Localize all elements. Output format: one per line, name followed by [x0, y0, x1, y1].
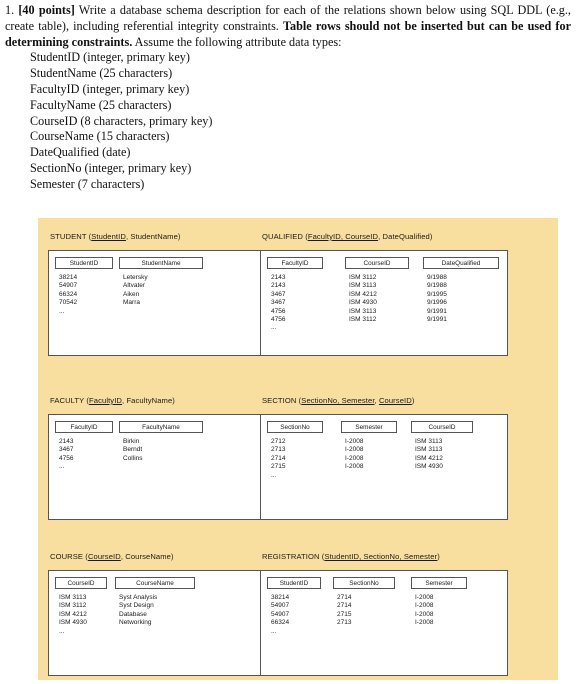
cell: 38214 — [271, 594, 290, 601]
table-column — [267, 421, 323, 480]
column-header: CourseID — [345, 257, 409, 269]
cell: Altvater — [123, 282, 146, 290]
attribute-item: CourseID (8 characters, primary key) — [30, 113, 213, 128]
cell: 38214 — [59, 274, 78, 281]
relation-faculty — [42, 386, 286, 528]
cell: 2143 — [59, 438, 74, 445]
column-header: StudentName — [119, 257, 203, 269]
column-header: FacultyID — [55, 421, 113, 433]
column-header: Semester — [341, 421, 397, 433]
question-paragraph — [5, 3, 571, 50]
relation-registration — [254, 542, 498, 684]
relation-key-attrs: SectionNo, Semester — [301, 396, 375, 405]
cell: 4756 — [271, 307, 286, 315]
table-column — [341, 421, 397, 472]
relation-other-attrs: DateQualified — [382, 232, 430, 241]
column-header: StudentID — [267, 577, 321, 589]
relation-name: COURSE — [50, 552, 84, 561]
cell: 2715 — [271, 463, 286, 471]
column-values — [115, 594, 195, 628]
cell: 2712 — [271, 438, 286, 445]
cell: 3467 — [271, 290, 286, 298]
attribute-list — [5, 50, 571, 192]
cell: 9/1988 — [427, 282, 447, 290]
column-header: Semester — [411, 577, 467, 589]
schema-panel — [38, 218, 558, 680]
cell: ISM 3112 — [59, 602, 87, 610]
attribute-item: Semester (7 characters) — [30, 176, 145, 191]
cell: 4756 — [59, 454, 74, 462]
column-values — [119, 438, 203, 463]
cell: 9/1991 — [427, 316, 447, 324]
attribute-item: CourseName (15 characters) — [30, 129, 170, 144]
cell: ISM 4930 — [415, 463, 443, 471]
table-column — [411, 577, 467, 628]
cell: 2143 — [271, 274, 286, 281]
cell: ... — [271, 324, 277, 332]
relation-name: STUDENT — [50, 232, 87, 241]
cell: I-2008 — [345, 463, 364, 471]
cell: I-2008 — [345, 454, 364, 462]
cell: 3467 — [59, 446, 74, 454]
table-column — [411, 421, 473, 472]
cell: 2714 — [337, 594, 352, 601]
cell: I-2008 — [415, 594, 434, 601]
question-number: 1. — [5, 3, 15, 17]
column-header: SectionNo — [333, 577, 395, 589]
cell: 2143 — [271, 282, 286, 290]
cell: Birkin — [123, 438, 140, 445]
relation-course — [42, 542, 286, 684]
question-text-bold: Table rows should not be inserted but can be used for determining constraints. — [5, 18, 571, 49]
table-column — [55, 577, 107, 636]
relation-other-attrs: StudentName — [130, 232, 178, 241]
cell: Networking — [119, 619, 152, 627]
relation-table — [260, 570, 508, 676]
column-values — [55, 594, 107, 636]
cell: 54907 — [271, 602, 290, 610]
table-column — [423, 257, 499, 324]
relation-key-attrs: StudentID, SectionNo, Semester — [324, 552, 438, 561]
cell: I-2008 — [345, 438, 364, 445]
column-values — [341, 438, 397, 472]
cell: ISM 4930 — [349, 299, 377, 307]
column-values — [333, 594, 395, 628]
attribute-item: StudentName (25 characters) — [30, 66, 173, 81]
relation-key-attrs: FacultyID, CourseID — [307, 232, 379, 241]
cell: I-2008 — [415, 602, 434, 610]
table-column — [55, 257, 113, 316]
cell: Syst Design — [119, 602, 154, 610]
relation-table — [48, 414, 280, 520]
column-values — [267, 438, 323, 480]
relation-table — [260, 414, 508, 520]
cell: 2714 — [337, 602, 352, 610]
cell: ISM 3113 — [349, 307, 377, 315]
column-values — [423, 274, 499, 324]
cell: I-2008 — [345, 446, 364, 454]
relation-title: REGISTRATION (StudentID, SectionNo, Semester) — [262, 552, 440, 561]
relation-other-attrs: CourseName — [125, 552, 171, 561]
attribute-item: StudentID (integer, primary key) — [30, 50, 190, 65]
column-values — [345, 274, 409, 324]
cell: Marra — [123, 299, 140, 307]
relation-title: STUDENT (StudentID, StudentName) — [50, 232, 181, 241]
table-column — [119, 421, 203, 463]
cell: Database — [119, 610, 147, 618]
cell: 2715 — [337, 610, 352, 618]
cell: Letersky — [123, 274, 148, 281]
cell: 54907 — [271, 610, 290, 618]
cell: ISM 3113 — [415, 438, 443, 445]
cell: 9/1991 — [427, 307, 447, 315]
column-values — [411, 594, 467, 628]
attribute-item: FacultyName (25 characters) — [30, 97, 172, 112]
column-values — [411, 438, 473, 472]
table-column — [345, 257, 409, 324]
cell: 9/1996 — [427, 299, 447, 307]
table-column — [115, 577, 195, 628]
cell: Syst Analysis — [119, 594, 158, 601]
question-text-a: Write a database schema description for each of the relations shown below using SQL DDL (e.g., create table), including referential integrity constraints. — [5, 3, 571, 33]
relation-title: SECTION (SectionNo, Semester, CourseID) — [262, 396, 415, 405]
cell: I-2008 — [415, 619, 434, 627]
table-column — [55, 421, 113, 472]
cell: ... — [271, 627, 277, 635]
column-header: DateQualified — [423, 257, 499, 269]
cell: ISM 4212 — [349, 290, 377, 298]
cell: I-2008 — [415, 610, 434, 618]
relation-key-attrs: CourseID — [87, 552, 121, 561]
relation-table — [48, 250, 280, 356]
cell: ISM 3112 — [349, 316, 377, 324]
relation-name: REGISTRATION — [262, 552, 320, 561]
question-points: [40 points] — [18, 3, 75, 17]
column-values — [55, 274, 113, 316]
cell: 2713 — [337, 619, 352, 627]
relation-title: COURSE (CourseID, CourseName) — [50, 552, 174, 561]
relation-other-attrs: FacultyName — [126, 396, 173, 405]
cell: ... — [271, 471, 277, 479]
cell: Berndt — [123, 446, 143, 454]
relation-student — [42, 222, 286, 364]
column-values — [267, 594, 321, 636]
cell: ... — [59, 463, 65, 471]
column-header: StudentID — [55, 257, 113, 269]
cell: ... — [59, 307, 65, 315]
cell: Aiken — [123, 290, 140, 298]
question-block — [5, 3, 571, 193]
cell: ISM 3113 — [415, 446, 443, 454]
relation-key-attrs: StudentID — [91, 232, 126, 241]
cell: ISM 4212 — [59, 610, 87, 618]
column-header: CourseID — [55, 577, 107, 589]
cell: Collins — [123, 454, 143, 462]
relation-name: FACULTY — [50, 396, 85, 405]
attribute-item: FacultyID (integer, primary key) — [30, 81, 190, 96]
question-text-b: Assume the following attribute data types: — [132, 34, 342, 49]
relation-name: QUALIFIED — [262, 232, 303, 241]
cell: 4756 — [271, 316, 286, 324]
cell: ISM 3113 — [349, 282, 377, 290]
column-values — [119, 274, 203, 308]
relation-table — [260, 250, 508, 356]
cell: 3467 — [271, 299, 286, 307]
relation-qualified — [254, 222, 498, 364]
relation-title: FACULTY (FacultyID, FacultyName) — [50, 396, 175, 405]
cell: 54907 — [59, 282, 78, 290]
column-header: CourseID — [411, 421, 473, 433]
cell: ISM 4212 — [415, 454, 443, 462]
cell: ISM 3113 — [59, 594, 87, 601]
table-column — [267, 577, 321, 636]
cell: 9/1995 — [427, 290, 447, 298]
table-column — [267, 257, 323, 333]
cell: 66324 — [59, 290, 78, 298]
relation-table — [48, 570, 280, 676]
cell: 2713 — [271, 446, 286, 454]
attribute-item: DateQualified (date) — [30, 145, 131, 160]
cell: 2714 — [271, 454, 286, 462]
column-header: FacultyID — [267, 257, 323, 269]
cell: 70542 — [59, 299, 78, 307]
cell: ISM 4930 — [59, 619, 87, 627]
cell: ISM 3112 — [349, 274, 377, 281]
table-column — [333, 577, 395, 628]
column-values — [267, 274, 323, 333]
relation-other-attrs: CourseID — [378, 396, 412, 405]
relation-name: SECTION — [262, 396, 297, 405]
relation-section — [254, 386, 498, 528]
cell: 9/1988 — [427, 274, 447, 281]
relation-title: QUALIFIED (FacultyID, CourseID, DateQualified) — [262, 232, 433, 241]
cell: 66324 — [271, 619, 290, 627]
attribute-item: SectionNo (integer, primary key) — [30, 160, 192, 175]
column-values — [55, 438, 113, 472]
table-column — [119, 257, 203, 308]
relation-key-attrs: FacultyID — [89, 396, 123, 405]
column-header: CourseName — [115, 577, 195, 589]
cell: ... — [59, 627, 65, 635]
column-header: SectionNo — [267, 421, 323, 433]
column-header: FacultyName — [119, 421, 203, 433]
